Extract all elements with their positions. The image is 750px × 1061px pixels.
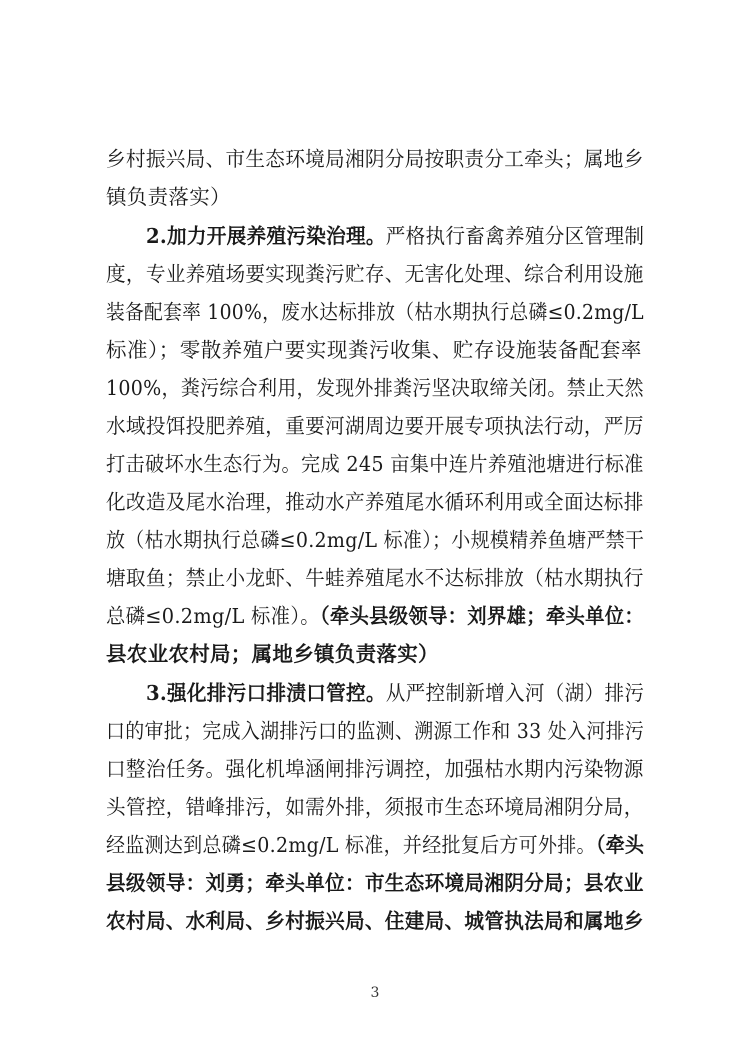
section-heading: 2.加力开展养殖污染治理。 xyxy=(146,224,386,248)
text-line: 装备配套率 100%，废水达标排放（枯水期执行总磷≤0.2mg/L xyxy=(106,300,644,324)
section-heading: 3.强化排污口排渍口管控。 xyxy=(146,681,386,705)
responsibility-note: 县级领导：刘勇；牵头单位：市生态环境局湘阴分局；县农业 xyxy=(106,871,644,895)
text-line: 100%，粪污综合利用，发现外排粪污坚决取缔关闭。禁止天然 xyxy=(106,376,644,400)
text-line: 乡村振兴局、市生态环境局湘阴分局按职责分工牵头；属地乡 xyxy=(106,147,644,171)
text-line: 化改造及尾水治理，推动水产养殖尾水循环利用或全面达标排 xyxy=(106,490,644,514)
responsibility-note: 农村局、水利局、乡村振兴局、住建局、城管执法局和属地乡 xyxy=(106,909,644,933)
responsibility-note: （牵头 xyxy=(595,833,645,857)
text-line: 头管控，错峰排污，如需外排，须报市生态环境局湘阴分局， xyxy=(106,795,644,819)
text-line: 打击破坏水生态行为。完成 245 亩集中连片养殖池塘进行标准 xyxy=(106,452,644,476)
text-line xyxy=(106,865,644,901)
text-line: 总磷≤0.2mg/L 标准）。（牵头县级领导：刘界雄；牵头单位： xyxy=(106,604,644,628)
text-line: 标准）；零散养殖户要实现粪污收集、贮存设施装备配套率 xyxy=(106,338,642,362)
text-line: 度，专业养殖场要实现粪污贮存、无害化处理、综合利用设施 xyxy=(106,262,644,286)
text-line: 口的审批；完成入湖排污口的监测、溯源工作和 33 处入河排污 xyxy=(106,719,645,743)
text-line: 塘取鱼；禁止小龙虾、牛蛙养殖尾水不达标排放（枯水期执行 xyxy=(106,566,644,590)
responsibility-note: （牵头县级领导：刘界雄；牵头单位： xyxy=(319,604,644,628)
text-line xyxy=(106,903,644,939)
text-line: 经监测达到总磷≤0.2mg/L 标准，并经批复后方可外排。（牵头 xyxy=(106,833,645,857)
text-line: 镇负责落实） xyxy=(106,185,231,209)
page-number: 3 xyxy=(370,985,380,1001)
text-line: 口整治任务。强化机埠涵闸排污调控，加强枯水期内污染物源 xyxy=(106,757,644,781)
section-2-heading-line: 2.加力开展养殖污染治理。严格执行畜禽养殖分区管理制 xyxy=(146,224,645,248)
text-line: 水域投饵投肥养殖，重要河湖周边要开展专项执法行动，严厉 xyxy=(106,414,644,438)
text-line xyxy=(106,636,439,672)
responsibility-note: 县农业农村局；属地乡镇负责落实） xyxy=(106,642,439,666)
section-3-heading-line: 3.强化排污口排渍口管控。从严控制新增入河（湖）排污 xyxy=(146,681,645,705)
text-line: 放（枯水期执行总磷≤0.2mg/L 标准）；小规模精养鱼塘严禁干 xyxy=(106,528,645,552)
